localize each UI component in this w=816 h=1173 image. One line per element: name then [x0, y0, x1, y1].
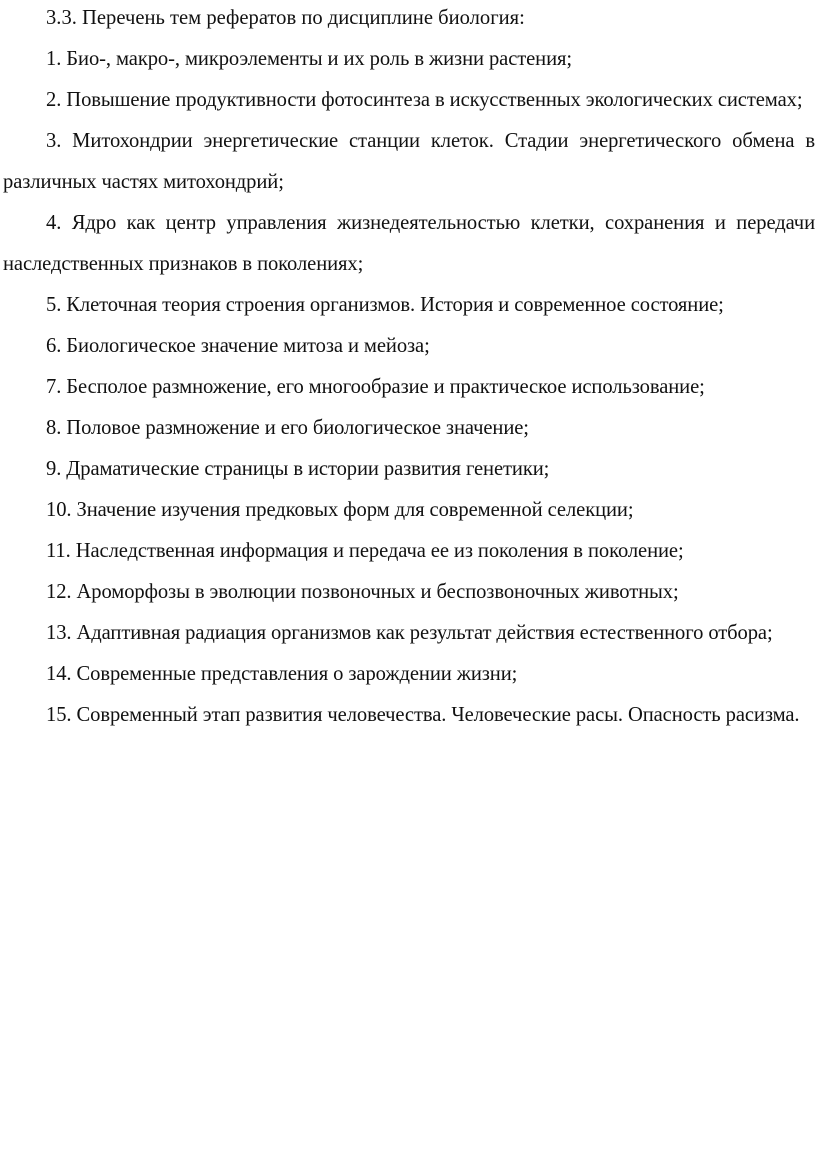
section-heading: 3.3. Перечень тем рефератов по дисциплине биология: [46, 7, 525, 29]
list-item-7: 7. Бесполое размножение, его многообразие и практическое использование; [46, 376, 705, 398]
list-item-15: 15. Современный этап развития человечества. Человеческие расы. Опасность расизма. [46, 704, 800, 726]
list-item-5: 5. Клеточная теория строения организмов. История и современное состояние; [46, 294, 724, 316]
document-body [3, 0, 815, 736]
list-item-14: 14. Современные представления о зарождении жизни; [46, 663, 518, 685]
list-item-6: 6. Биологическое значение митоза и мейоза; [46, 335, 430, 357]
list-item-1: 1. Био-, макро-, микроэлементы и их роль в жизни растения; [46, 48, 573, 70]
list-item-12: 12. Ароморфозы в эволюции позвоночных и беспозвоночных животных; [46, 581, 679, 603]
list-item-11: 11. Наследственная информация и передача ее из поколения в поколение; [46, 540, 684, 562]
list-item-13: 13. Адаптивная радиация организмов как результат действия естественного отбора; [46, 622, 773, 644]
list-item-9: 9. Драматические страницы в истории развития генетики; [46, 458, 550, 480]
list-item-2: 2. Повышение продуктивности фотосинтеза в искусственных экологических системах; [46, 89, 803, 111]
list-item-10: 10. Значение изучения предковых форм для современной селекции; [46, 499, 634, 521]
list-item-4: 4. Ядро как центр управления жизнедеятельностью клетки, сохранения и передачи наследственных признаков в поколениях; [3, 212, 815, 275]
list-item-3: 3. Митохондрии энергетические станции клеток. Стадии энергетического обмена в различных частях митохондрий; [3, 130, 815, 193]
list-item-8: 8. Половое размножение и его биологическое значение; [46, 417, 529, 439]
